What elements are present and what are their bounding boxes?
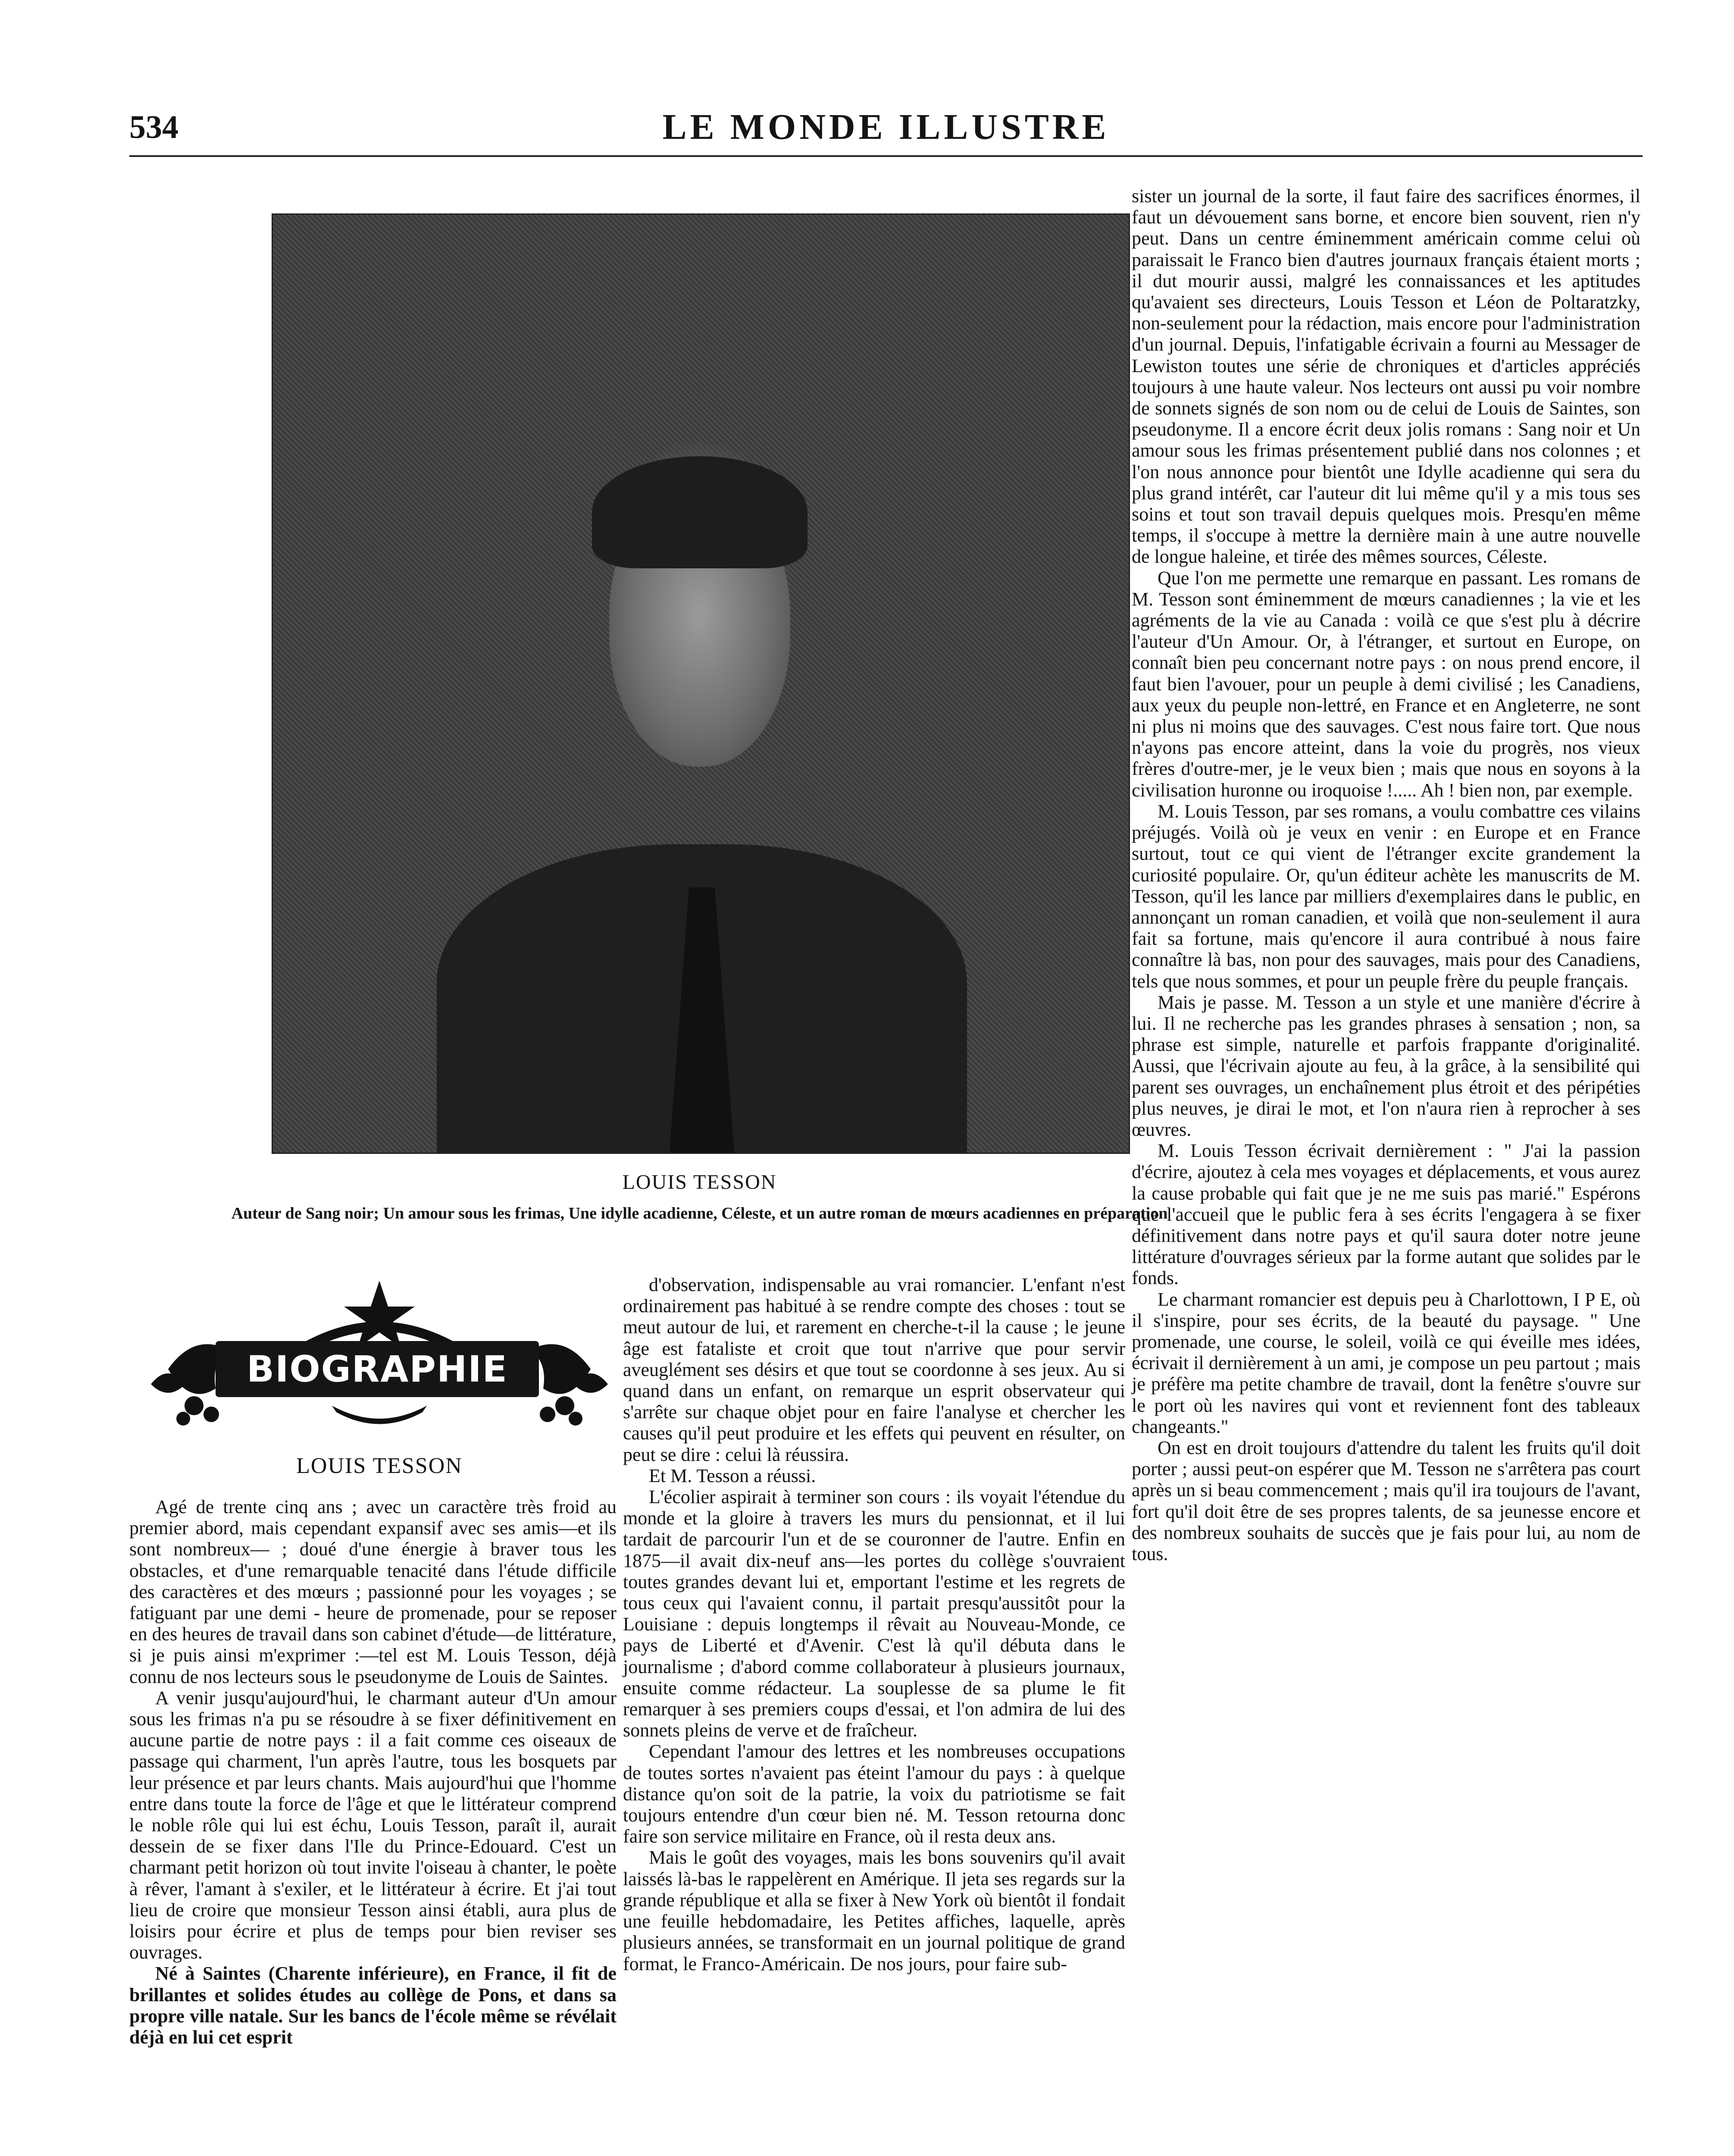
paragraph: Et M. Tesson a réussi. [649, 1465, 816, 1486]
paragraph: M. Louis Tesson, par ses romans, a voulu combattre ces vilains préjugés. Voilà où je veux en venir : en Europe et en France surtout, tout ce qui vient de l'étranger excite grandement la curiosité populaire. Or, qu'un éditeur achète les manuscrits de M. Tesson, qu'il les lance par milliers d'exemplaires dans le public, en annonçant un roman canadien, et voilà que non-seulement il aura fait sa fortune, mais qu'encore il aura contribué à nous faire connaître là bas, non pour des sauvages, mais pour des Canadiens, tels que nous sommes, et pour un peuple frère du peuple français. [1132, 800, 1640, 992]
paragraph: On est en droit toujours d'attendre du talent les fruits qu'il doit porter ; aussi peut-on espérer que M. Tesson ne s'arrêtera pas court après un si beau commencement ; mais qu'il ira toujours de l'avant, fort qu'il doit être de ses propres talents, de sa jeunesse encore et des nombreux souhaits de succès que je fais pour lui, au nom de tous. [1132, 1437, 1640, 1564]
paragraph: Mais je passe. M. Tesson a un style et une manière d'écrire à lui. Il ne recherche pas les grandes phrases à sensation ; non, sa phrase est simple, naturelle et parfois frappante d'originalité. Aussi, que l'écrivain ajoute au feu, à la grâce, à la sensibilité qui parent ses ouvrages, un enchaînement plus étroit et des péripéties plus neuves, je dirai le mot, et l'on n'aura rien à reprocher à ses œuvres. [1132, 991, 1640, 1140]
paragraph: A venir jusqu'aujourd'hui, le charmant auteur d'Un amour sous les frimas n'a pu se résoudre à se fixer définitivement en aucune partie de notre pays : il a fait comme ces oiseaux de passage qui charment, l'un après l'autre, tous les bosquets par leur présence et par leurs chants. Mais aujourd'hui que l'homme entre dans toute la force de l'âge et que le littérateur comprend le noble rôle qui lui est échu, Louis Tesson, paraît il, aurait dessein de se fixer dans l'Ile du Prince-Edouard. C'est un charmant petit horizon où tout invite l'oiseau à chanter, le poète à rêver, l'amant à s'exiler, et le littérateur à écrire. Et j'ai tout lieu de croire que monsieur Tesson ainsi établi, aura plus de loisirs pour écrire et plus de temps pour bien reviser ses ouvrages. [129, 1687, 617, 1963]
star-icon [344, 1281, 415, 1348]
paragraph: Agé de trente cinq ans ; avec un caractère très froid au premier abord, mais cependant expansif avec ses amis—et ils sont nombreux— ; doué d'une énergie à braver tous les obstacles, et d'une remarquable tenacité dans l'étude difficile des caractères et des mœurs ; passionné pour les voyages ; se fatiguant par une demi - heure de promenade, pour se reposer en des heures de travail dans son cabinet d'étude—de littérature, si je puis ainsi m'exprimer :—tel est M. Louis Tesson, déjà connu de nos lecteurs sous le pseudonyme de Louis de Saintes. [129, 1496, 617, 1687]
article-subtitle: LOUIS TESSON [296, 1454, 463, 1478]
biographie-banner [142, 1276, 617, 1440]
paragraph: Né à Saintes (Charente inférieure), en France, il fit de brillantes et solides études au collège de Pons, et dans sa propre ville natale. Sur les bancs de l'école même se révélait déjà en lui cet esprit [129, 1963, 617, 2048]
journal-title: LE MONDE ILLUSTRE [662, 107, 1110, 147]
paragraph: Mais le goût des voyages, mais les bons souvenirs qu'il avait laissés là-bas le rappelèrent en Amérique. Il jeta ses regards sur la grande république et alla se fixer à New York où bientôt il fondait une feuille hebdomadaire, les Petites affiches, laquelle, après plusieurs années, se transformait en un journal politique de grand format, le Franco-Américain. De nos jours, pour faire sub- [623, 1847, 1125, 1974]
article-column-3 [1132, 185, 1640, 1564]
banner-label: BIOGRAPHIE [216, 1341, 539, 1397]
paragraph: Que l'on me permette une remarque en passant. Les romans de M. Tesson sont éminemment de mœurs canadiennes ; la vie et les agréments de la vie au Canada : voilà ce que s'est plu à décrire l'auteur d'Un Amour. Or, à l'étranger, et surtout en Europe, on connaît bien peu concernant notre pays : on nous prend encore, il faut bien l'avouer, pour un peuple à demi civilisé ; les Canadiens, aux yeux du peuple non-lettré, en France et en Angleterre, ne sont ni plus ni moins que des sauvages. C'est nous faire tort. Que nous n'ayons pas encore atteint, dans la voie du progrès, nos vieux frères d'outre-mer, je le veux bien ; mais que nous en soyons à la civilisation huronne ou iroquoise !..... Ah ! bien non, par exemple. [1132, 567, 1640, 801]
portrait-photo [272, 213, 1130, 1154]
paragraph: sister un journal de la sorte, il faut faire des sacrifices énormes, il faut un dévouement sans borne, et encore bien souvent, rien n'y peut. Dans un centre éminemment américain comme celui où paraissait le Franco bien d'autres journaux français étaient morts ; il dut mourir aussi, malgré les connaissances et les aptitudes qu'avaient ses directeurs, Louis Tesson et Léon de Poltaratzky, non-seulement pour la rédaction, mais encore pour l'administration d'un journal. Depuis, l'infatigable écrivain a fourni au Messager de Lewiston toutes une série de chroniques et d'articles appréciés toujours à une haute valeur. Nos lecteurs ont aussi pu voir nombre de sonnets signés de son nom ou de celui de Louis de Saintes, son pseudonyme. Il a encore écrit deux jolis romans : Sang noir et Un amour sous les frimas présentement publié dans nos colonnes ; et l'on nous annonce pour bientôt une Idylle acadienne qui sera du plus grand intérêt, car l'auteur dit lui même qu'il y a mis tous ses soins et tout son travail depuis quelques mois. Presqu'en même temps, il s'occupe à mettre la dernière main à une autre nouvelle de longue haleine, et tirée des mêmes sources, Céleste. [1132, 185, 1640, 567]
article-column-2 [623, 1274, 1125, 1974]
paragraph: Cependant l'amour des lettres et les nombreuses occupations de toutes sortes n'avaient pas éteint l'amour du pays : à quelque distance qu'on soit de la patrie, la voix du patriotisme se fait toujours entendre d'un cœur bien né. M. Tesson retourna donc faire son service militaire en France, où il resta deux ans. [623, 1741, 1125, 1847]
article-column-1 [129, 1496, 617, 2048]
header-rule [129, 155, 1643, 157]
paragraph: d'observation, indispensable au vrai romancier. L'enfant n'est ordinairement pas habitué à se rendre compte des choses : tout se meut autour de lui, et rarement en cherche-t-il la cause ; le jeune âge est fataliste et croit que tout n'arrive que pour servir aveuglément ses désirs et que tout se coordonne à ses jeux. Au si quand dans un enfant, on remarque un esprit observateur qui s'arrête sur chaque objet pour en faire l'analyse et chercher les causes qu'il peut produire et les effets qui peuvent en résulter, on peut se dire : celui là réussira. [623, 1274, 1125, 1465]
portrait-caption-text: Auteur de Sang noir; Un amour sous les frimas, Une idylle acadienne, Céleste, et un autre roman de mœurs acadiennes en préparation [231, 1204, 1168, 1222]
paragraph: Le charmant romancier est depuis peu à Charlottown, I P E, où il s'inspire, pour ses écrits, de la beauté du paysage. " Une promenade, une course, le soleil, voilà ce qui éveille mes idées, écrivait il dernièrement à un ami, je compose un peu partout ; mais je préfère ma petite chambre de travail, dont la fenêtre s'ouvre sur le port où les navires qui vont et reviennent font des tableaux changeants." [1132, 1288, 1640, 1437]
portrait-hair [592, 456, 808, 568]
paragraph: L'écolier aspirait à terminer son cours : ils voyait l'étendue du monde et la gloire à travers les murs du pensionnat, et il lui tardait de parcourir l'un et de se couronner de l'autre. Enfin en 1875—il avait dix-neuf ans—les portes du collège s'ouvraient toutes grandes devant lui et, emportant l'estime et les regrets de tous ceux qui l'avaient connu, il partait presqu'aussitôt pour la Louisiane : depuis longtemps il rêvait au Nouveau-Monde, ce pays de Liberté et d'Avenir. C'est là qu'il débuta dans le journalisme ; d'abord comme collaborateur à plusieurs journaux, ensuite comme rédacteur. La souplesse de sa plume le fit remarquer à ses premiers coups d'essai, et l'on admira de lui des sonnets pleins de verve et de fraîcheur. [623, 1486, 1125, 1741]
portrait-caption-title: LOUIS TESSON [622, 1171, 777, 1194]
page-number: 534 [129, 109, 178, 145]
page-header [129, 106, 1643, 153]
paragraph: M. Louis Tesson écrivait dernièrement : " J'ai la passion d'écrire, ajoutez à cela mes voyages et déplacements, et vous aurez la cause probable qui fait que je ne me suis pas marié." Espérons que l'accueil que le public fera à ses écrits l'engagera à se fixer définitivement dans notre pays et qu'il saura doter notre jeune littérature d'ouvrages sérieux par la forme autant que solides par le fonds. [1132, 1140, 1640, 1289]
